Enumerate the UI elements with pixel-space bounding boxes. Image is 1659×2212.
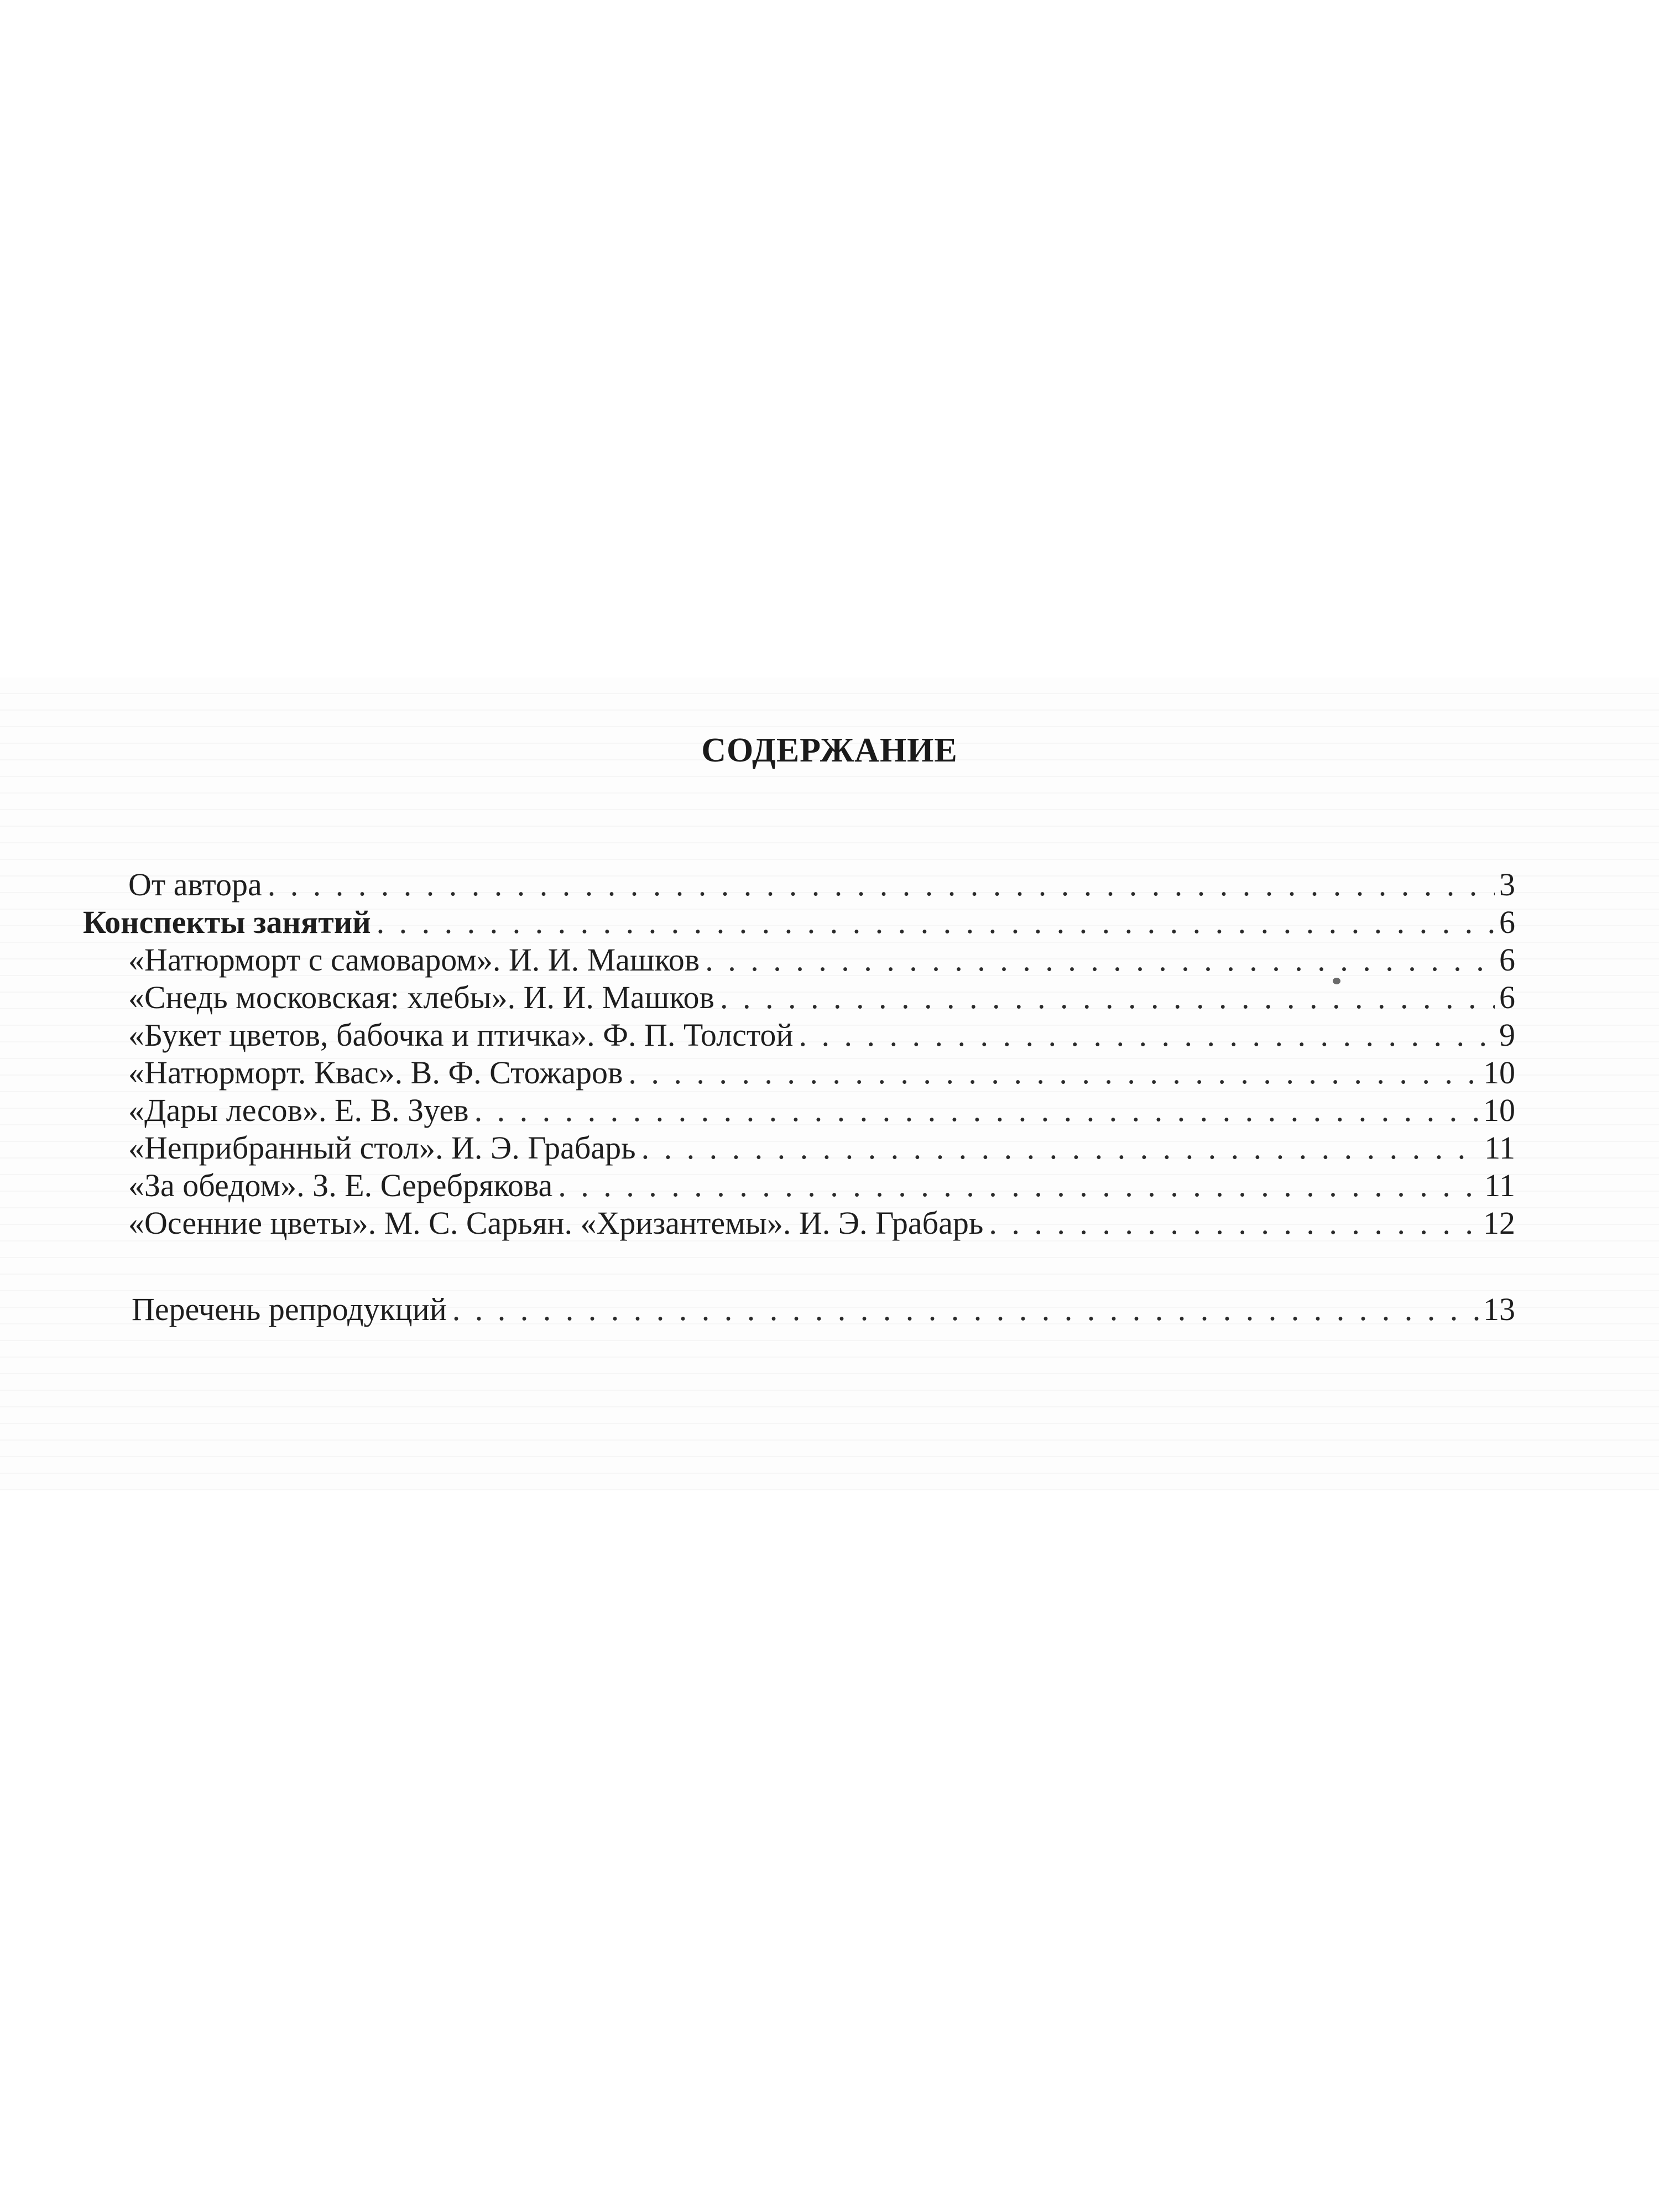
toc-entry-page: 12 bbox=[1483, 1205, 1515, 1241]
toc-entry-label: «Осенние цветы». М. С. Сарьян. «Хризантемы». И. Э. Грабарь bbox=[128, 1205, 984, 1241]
table-of-contents bbox=[0, 863, 1659, 1471]
dot-leader bbox=[452, 1287, 1479, 1332]
toc-entry-label: Конспекты занятий bbox=[83, 904, 371, 940]
scan-speck bbox=[1333, 978, 1340, 984]
toc-entry-page: 10 bbox=[1483, 1055, 1515, 1091]
toc-entry-list-of-reproductions bbox=[132, 1287, 1515, 1332]
dot-leader bbox=[989, 1201, 1479, 1245]
toc-entry-label: «Снедь московская: хлебы». И. И. Машков bbox=[128, 979, 714, 1015]
toc-entry-page: 6 bbox=[1499, 979, 1515, 1015]
toc-entry-label: Перечень репродукций bbox=[132, 1291, 447, 1327]
toc-entry-label: От автора bbox=[128, 867, 262, 902]
toc-entry-label: «Натюрморт с самоваром». И. И. Машков bbox=[128, 942, 700, 978]
toc-entry-autumn-flowers bbox=[128, 1201, 1515, 1245]
toc-entry-page: 6 bbox=[1499, 942, 1515, 978]
toc-entry-label: «Натюрморт. Квас». В. Ф. Стожаров bbox=[128, 1055, 623, 1091]
toc-entry-page: 13 bbox=[1483, 1291, 1515, 1327]
toc-entry-page: 3 bbox=[1499, 867, 1515, 902]
toc-entry-label: «За обедом». З. Е. Серебрякова bbox=[128, 1167, 553, 1203]
toc-entry-page: 9 bbox=[1499, 1017, 1515, 1053]
toc-entry-label: «Дары лесов». Е. В. Зуев bbox=[128, 1092, 469, 1128]
toc-entry-page: 11 bbox=[1484, 1130, 1515, 1166]
toc-entry-page: 10 bbox=[1483, 1092, 1515, 1128]
toc-entry-page: 11 bbox=[1484, 1167, 1515, 1203]
toc-entry-label: «Букет цветов, бабочка и птичка». Ф. П. Толстой bbox=[128, 1017, 794, 1053]
page-title: СОДЕРЖАНИЕ bbox=[701, 732, 958, 769]
toc-entry-label: «Неприбранный стол». И. Э. Грабарь bbox=[128, 1130, 636, 1166]
toc-entry-page: 6 bbox=[1499, 904, 1515, 940]
